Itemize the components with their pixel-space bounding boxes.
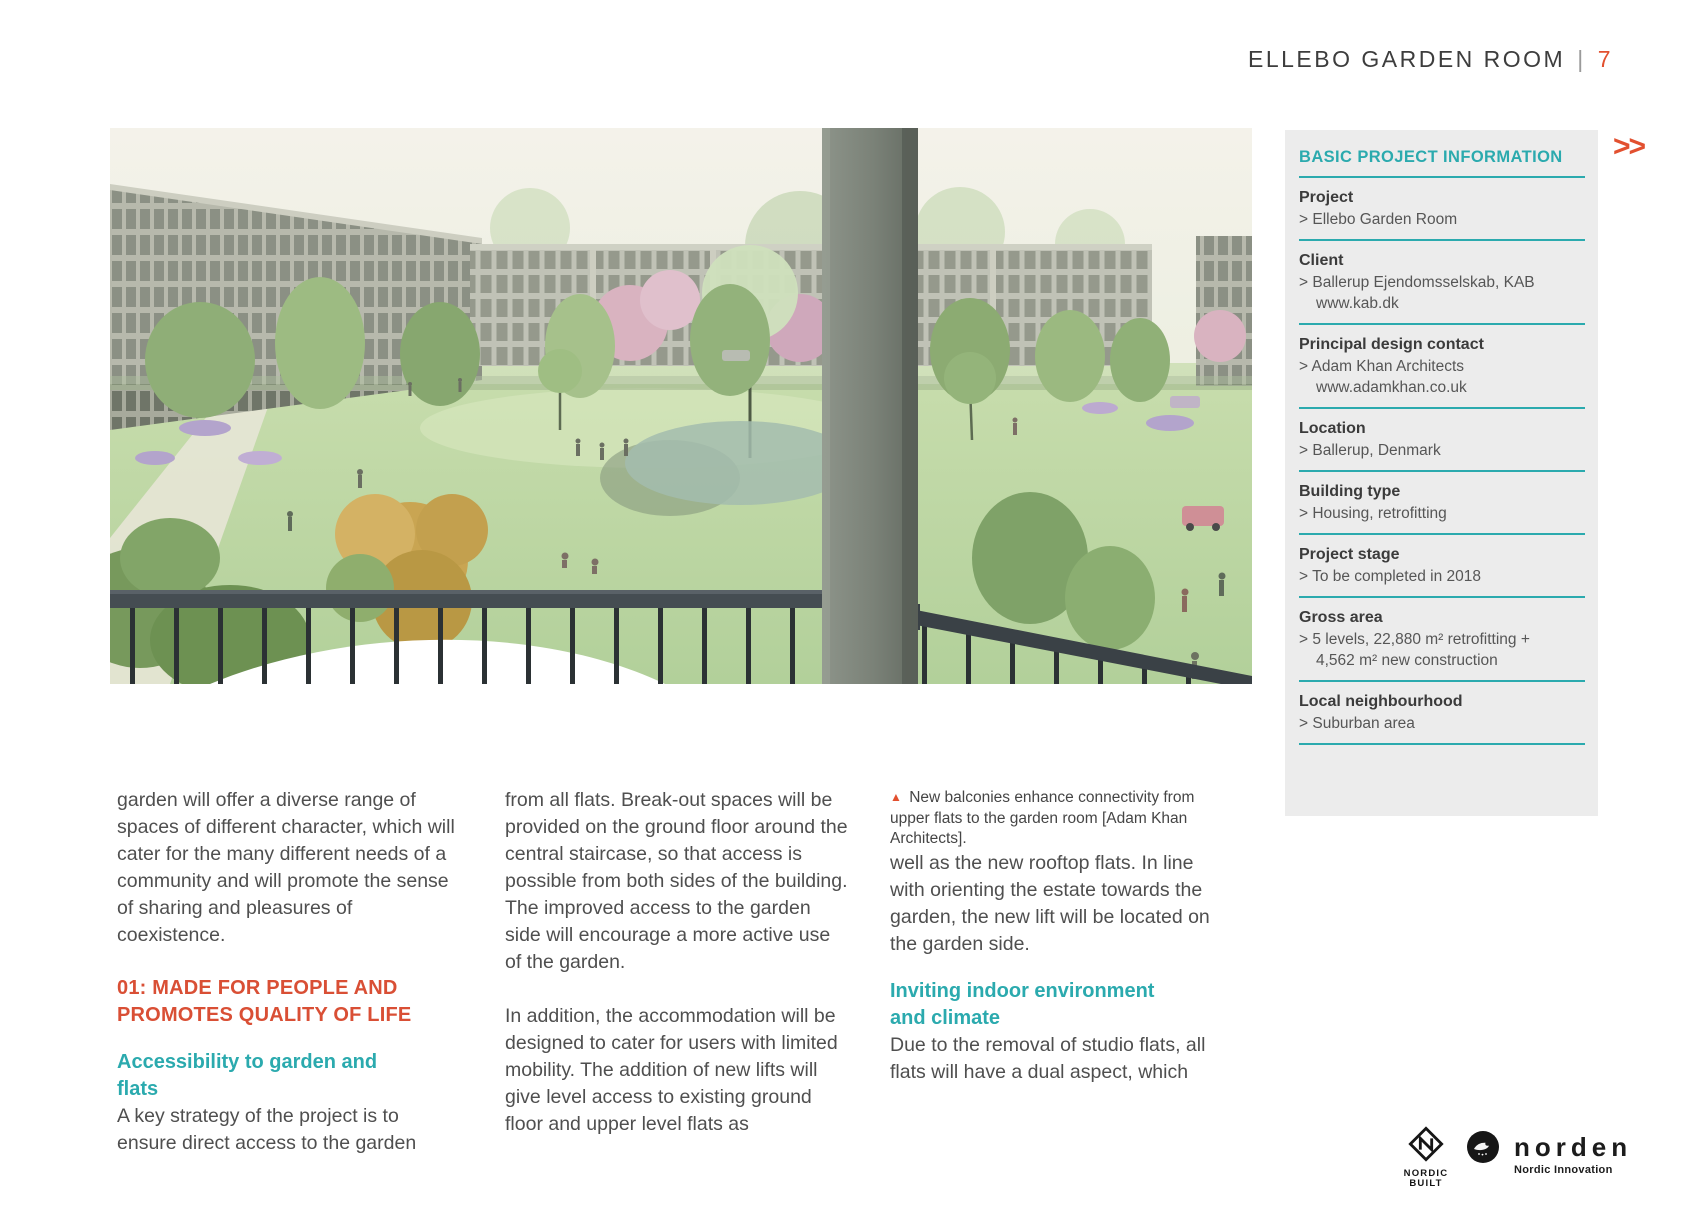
field-label: Building type [1299, 483, 1401, 500]
page-header [1248, 46, 1613, 73]
divider [1299, 743, 1585, 745]
field-value: > Ballerup Ejendomsselskab, KAB [1299, 274, 1535, 291]
next-page-arrows-icon[interactable]: >> [1613, 130, 1645, 163]
norden-swan-icon [1466, 1130, 1500, 1164]
body-paragraph: well as the new rooftop flats. In line with orienting the estate towards the garden, the new lift will be located on the garden side. [890, 851, 1210, 955]
body-paragraph: Due to the removal of studio flats, all flats will have a dual aspect, which [890, 1033, 1206, 1083]
sub-heading: Accessibility to garden and flats [117, 1051, 378, 1100]
body-column-3 [890, 787, 1230, 1086]
norden-logo [1466, 1130, 1632, 1176]
body-paragraph: In addition, the accommodation will be designed to cater for users with limited mobility. The addition of new lifts will give level access to existing ground floor and upper level flats as [505, 1005, 838, 1135]
basic-project-information-panel [1285, 130, 1598, 816]
sidebar-section-project [1299, 178, 1585, 241]
body-column-1 [117, 787, 461, 1157]
sidebar-section-local-neighbourhood [1299, 682, 1585, 745]
sub-heading: Inviting indoor environment and climate [890, 979, 1155, 1029]
nordic-built-label-line2: BUILT [1409, 1178, 1443, 1189]
section-heading: 01: MADE FOR PEOPLE AND PROMOTES QUALITY OF LIFE [117, 977, 412, 1026]
field-value: > Ellebo Garden Room [1299, 211, 1458, 228]
sidebar-section-client [1299, 241, 1585, 325]
caption-text: New balconies enhance connectivity from upper flats to the garden room [Adam Khan Architects]. [890, 789, 1195, 847]
sidebar-title: BASIC PROJECT INFORMATION [1299, 148, 1563, 166]
field-label: Principal design contact [1299, 336, 1484, 353]
body-paragraph: garden will offer a diverse range of spaces of different character, which will cater for the many different needs of a community and will promote the sense of sharing and pleasures of coexistence. [117, 789, 455, 946]
body-paragraph: A key strategy of the project is to ensure direct access to the garden [117, 1105, 417, 1154]
field-label: Local neighbourhood [1299, 693, 1463, 710]
sidebar-section-project-stage [1299, 535, 1585, 598]
field-value: 4,562 m² new construction [1316, 652, 1498, 669]
field-label: Gross area [1299, 609, 1383, 626]
concrete-column [822, 128, 918, 684]
garden-rendering [110, 128, 1252, 684]
field-link[interactable]: www.adamkhan.co.uk [1316, 379, 1467, 396]
image-caption [890, 787, 1212, 850]
field-value: > Adam Khan Architects [1299, 358, 1464, 375]
field-value: > To be completed in 2018 [1299, 568, 1481, 585]
field-label: Client [1299, 252, 1344, 269]
field-label: Project [1299, 189, 1354, 206]
norden-wordmark: norden [1514, 1132, 1633, 1162]
sidebar-section-building-type [1299, 472, 1585, 535]
header-separator: | [1577, 46, 1586, 72]
field-value: > Suburban area [1299, 715, 1415, 732]
norden-subtitle: Nordic Innovation [1514, 1164, 1613, 1176]
sidebar-section-principal-design-contact [1299, 325, 1585, 409]
sidebar-section-gross-area [1299, 598, 1585, 682]
nordic-built-logo [1396, 1126, 1456, 1189]
nordic-built-icon [1408, 1126, 1444, 1162]
page-title: ELLEBO GARDEN ROOM [1247, 46, 1566, 72]
field-label: Project stage [1299, 546, 1400, 563]
hero-image [110, 128, 1252, 684]
field-value: > 5 levels, 22,880 m² retrofitting + [1299, 631, 1530, 648]
field-label: Location [1299, 420, 1366, 437]
field-value: > Ballerup, Denmark [1299, 442, 1441, 459]
up-triangle-icon: ▲ [890, 790, 902, 804]
field-value: > Housing, retrofitting [1299, 505, 1447, 522]
page-number: 7 [1597, 46, 1613, 72]
sidebar-section-location [1299, 409, 1585, 472]
body-paragraph: from all flats. Break-out spaces will be provided on the ground floor around the central staircase, so that access is possible from both sides of the building. The improved access to the garden side will encourage a more active use of the garden. [505, 789, 848, 973]
field-link[interactable]: www.kab.dk [1316, 295, 1399, 312]
nordic-built-label-line1: NORDIC [1403, 1168, 1449, 1179]
body-column-2 [505, 787, 849, 1138]
